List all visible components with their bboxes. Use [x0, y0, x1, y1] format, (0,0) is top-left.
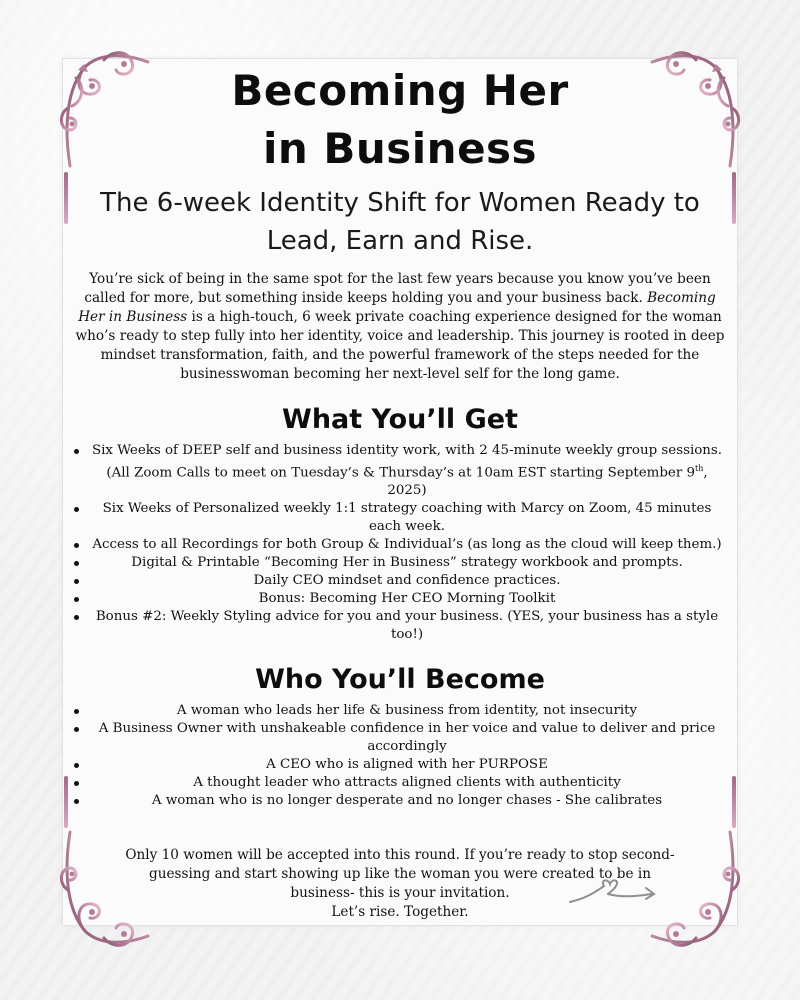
title-line-1: Becoming Her [231, 66, 569, 115]
list-item: Bonus #2: Weekly Styling advice for you and your business. (YES, your business has a style too!) [66, 608, 734, 644]
what-youll-get-list [66, 442, 734, 644]
list-item-text: , 2025) [387, 465, 708, 499]
intro-text-1: You’re sick of being in the same spot for the last few years because you know you’ve been called for more, but something inside keeps holding you and your business back. [84, 271, 711, 306]
list-item: Six Weeks of Personalized weekly 1:1 strategy coaching with Marcy on Zoom, 45 minutes each week. [66, 500, 734, 536]
what-youll-get-heading: What You’ll Get [282, 404, 518, 435]
list-item: Access to all Recordings for both Group & Individual’s (as long as the cloud will keep them.) [66, 536, 734, 554]
list-item: Daily CEO mindset and confidence practices. [66, 572, 734, 590]
heart-arrow-icon [568, 876, 658, 906]
intro-text-2: is a high-touch, 6 week private coaching experience designed for the woman who’s ready to step fully into her identity, voice and leadership. This journey is rooted in deep mindset transformation, faith, and the powerful framework of the steps needed for the businesswoman becoming her next-level self for the long game. [75, 309, 725, 382]
page-title [66, 62, 734, 178]
who-youll-become-list [66, 702, 734, 810]
list-item: Digital & Printable “Becoming Her in Business” strategy workbook and prompts. [66, 554, 734, 572]
ordinal-suffix: th [695, 464, 704, 473]
list-item: A woman who leads her life & business from identity, not insecurity [66, 702, 734, 720]
list-item: A thought leader who attracts aligned clients with authenticity [66, 774, 734, 792]
list-item: Bonus: Becoming Her CEO Morning Toolkit [66, 590, 734, 608]
closing-text: Only 10 women will be accepted into this round. If you’re ready to stop second-guessing and start showing up like the woman you were created to be in business- this is your invitation. [125, 847, 675, 902]
list-item-text: Six Weeks of DEEP self and business identity work, with 2 45-minute weekly group sessions. (All Zoom Calls to meet on Tuesday’s & Thursday’s at 10am EST starting September 9 [91, 443, 723, 481]
who-youll-become-heading: Who You’ll Become [255, 664, 545, 696]
list-item: A CEO who is aligned with her PURPOSE [66, 756, 734, 774]
list-item: A woman who is no longer desperate and no longer chases - She calibrates [66, 792, 734, 810]
title-line-2: in Business [262, 124, 538, 173]
page-subtitle: The 6-week Identity Shift for Women Ready to Lead, Earn and Rise. [100, 188, 700, 256]
list-item [66, 442, 734, 500]
list-item: A Business Owner with unshakeable confidence in her voice and value to deliver and price accordingly [66, 720, 734, 756]
document-content [66, 62, 734, 922]
intro-paragraph [74, 270, 726, 384]
intro-program-name: Becoming Her in Business [78, 290, 716, 325]
closing-tagline: Let’s rise. Together. [331, 904, 469, 921]
